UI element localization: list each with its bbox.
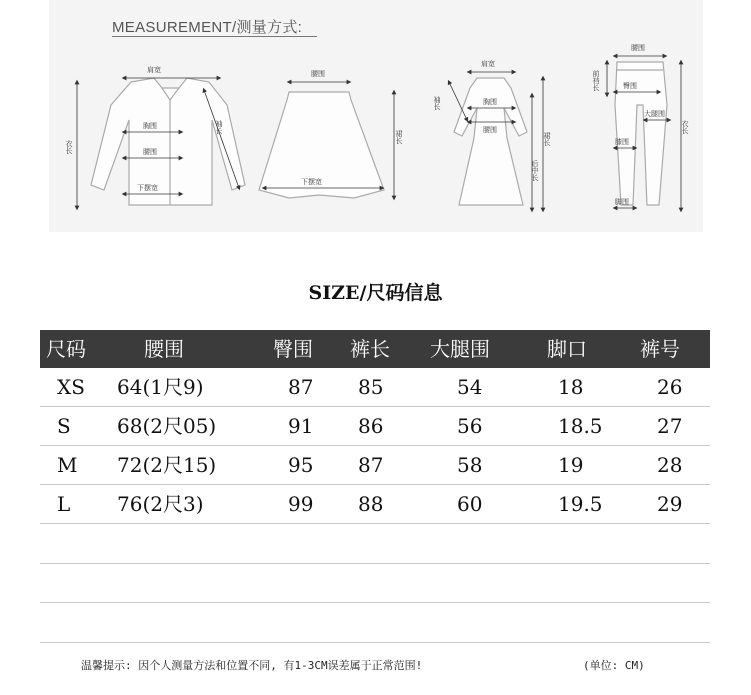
table-row bbox=[40, 446, 710, 485]
cell-length: 88 bbox=[358, 492, 384, 516]
header-size: 尺码 bbox=[46, 337, 86, 361]
measurement-panel bbox=[49, 0, 703, 232]
cell-leg-opening: 19 bbox=[558, 453, 584, 477]
label-dress-chest: 胸围 bbox=[483, 98, 497, 106]
label-dress-waist: 腰围 bbox=[483, 126, 497, 134]
table-row-empty bbox=[40, 564, 710, 604]
cell-thigh: 56 bbox=[457, 414, 483, 438]
cell-thigh: 60 bbox=[457, 492, 483, 516]
measurement-title: MEASUREMENT/测量方式: bbox=[112, 19, 303, 36]
label-pants-waist: 腰围 bbox=[631, 44, 645, 52]
cell-waist: 68(2尺05) bbox=[117, 414, 217, 438]
cell-leg-opening: 18.5 bbox=[558, 414, 603, 438]
header-leg-opening: 脚口 bbox=[547, 337, 587, 361]
cell-pant-size: 28 bbox=[657, 453, 683, 477]
cell-leg-opening: 18 bbox=[558, 375, 584, 399]
label-waist: 腰围 bbox=[143, 148, 157, 156]
cell-pant-size: 26 bbox=[657, 375, 683, 399]
cell-thigh: 54 bbox=[457, 375, 483, 399]
label-sleeve: 袖长 bbox=[215, 120, 223, 134]
cell-waist: 72(2尺15) bbox=[117, 453, 217, 477]
size-table bbox=[40, 330, 710, 643]
header-hip: 臀围 bbox=[273, 337, 313, 361]
table-row bbox=[40, 368, 710, 407]
label-pants-knee: 膝围 bbox=[615, 138, 629, 146]
cell-length: 87 bbox=[358, 453, 384, 477]
table-header bbox=[40, 330, 710, 368]
label-hem: 下摆宽 bbox=[137, 184, 158, 192]
cell-thigh: 58 bbox=[457, 453, 483, 477]
label-pants-length: 衣长 bbox=[681, 120, 689, 134]
cell-hip: 95 bbox=[288, 453, 314, 477]
label-pants-thigh: 大腿围 bbox=[644, 110, 665, 118]
cell-leg-opening: 19.5 bbox=[558, 492, 603, 516]
label-shoulder: 肩宽 bbox=[147, 66, 161, 74]
cell-hip: 99 bbox=[288, 492, 314, 516]
cell-length: 86 bbox=[358, 414, 384, 438]
cell-size: S bbox=[57, 414, 71, 438]
table-row-empty bbox=[40, 603, 710, 643]
label-dress-back: 后中长 bbox=[531, 160, 539, 181]
table-row bbox=[40, 407, 710, 446]
cell-size: L bbox=[57, 492, 71, 516]
cell-hip: 87 bbox=[288, 375, 314, 399]
label-pants-leg: 脚围 bbox=[615, 198, 629, 206]
cell-hip: 91 bbox=[288, 414, 314, 438]
cell-pant-size: 29 bbox=[657, 492, 683, 516]
header-pant-size: 裤号 bbox=[640, 337, 680, 361]
label-skirt-hem: 下摆宽 bbox=[301, 178, 322, 186]
cell-waist: 76(2尺3) bbox=[117, 492, 204, 516]
garment-illustrations bbox=[49, 0, 703, 232]
cell-pant-size: 27 bbox=[657, 414, 683, 438]
label-dress-sleeve: 袖长 bbox=[433, 96, 441, 110]
label-pants-hip: 臀围 bbox=[623, 82, 637, 90]
table-row-empty bbox=[40, 524, 710, 564]
cell-size: M bbox=[57, 453, 78, 477]
label-skirt-length: 裙长 bbox=[395, 130, 403, 144]
footer-note: 温馨提示: 因个人测量方法和位置不同, 有1-3CM误差属于正常范围! bbox=[81, 659, 423, 672]
cell-waist: 64(1尺9) bbox=[117, 375, 204, 399]
size-heading: SIZE/尺码信息 bbox=[308, 282, 443, 304]
header-thigh: 大腿围 bbox=[430, 337, 490, 361]
header-length: 裤长 bbox=[350, 337, 390, 361]
label-pants-front-rise: 前裆长 bbox=[592, 70, 600, 91]
label-dress-shoulder: 肩宽 bbox=[481, 60, 495, 68]
cell-size: XS bbox=[57, 375, 85, 399]
footer-unit: (单位: CM) bbox=[583, 659, 645, 672]
label-chest: 胸围 bbox=[143, 122, 157, 130]
label-length: 衣长 bbox=[65, 140, 73, 154]
table-row bbox=[40, 485, 710, 524]
cell-length: 85 bbox=[358, 375, 384, 399]
shirt-illustration bbox=[91, 78, 245, 205]
label-skirt-waist: 腰围 bbox=[311, 70, 325, 78]
header-waist: 腰围 bbox=[144, 337, 184, 361]
label-dress-length: 裙长 bbox=[543, 132, 551, 146]
